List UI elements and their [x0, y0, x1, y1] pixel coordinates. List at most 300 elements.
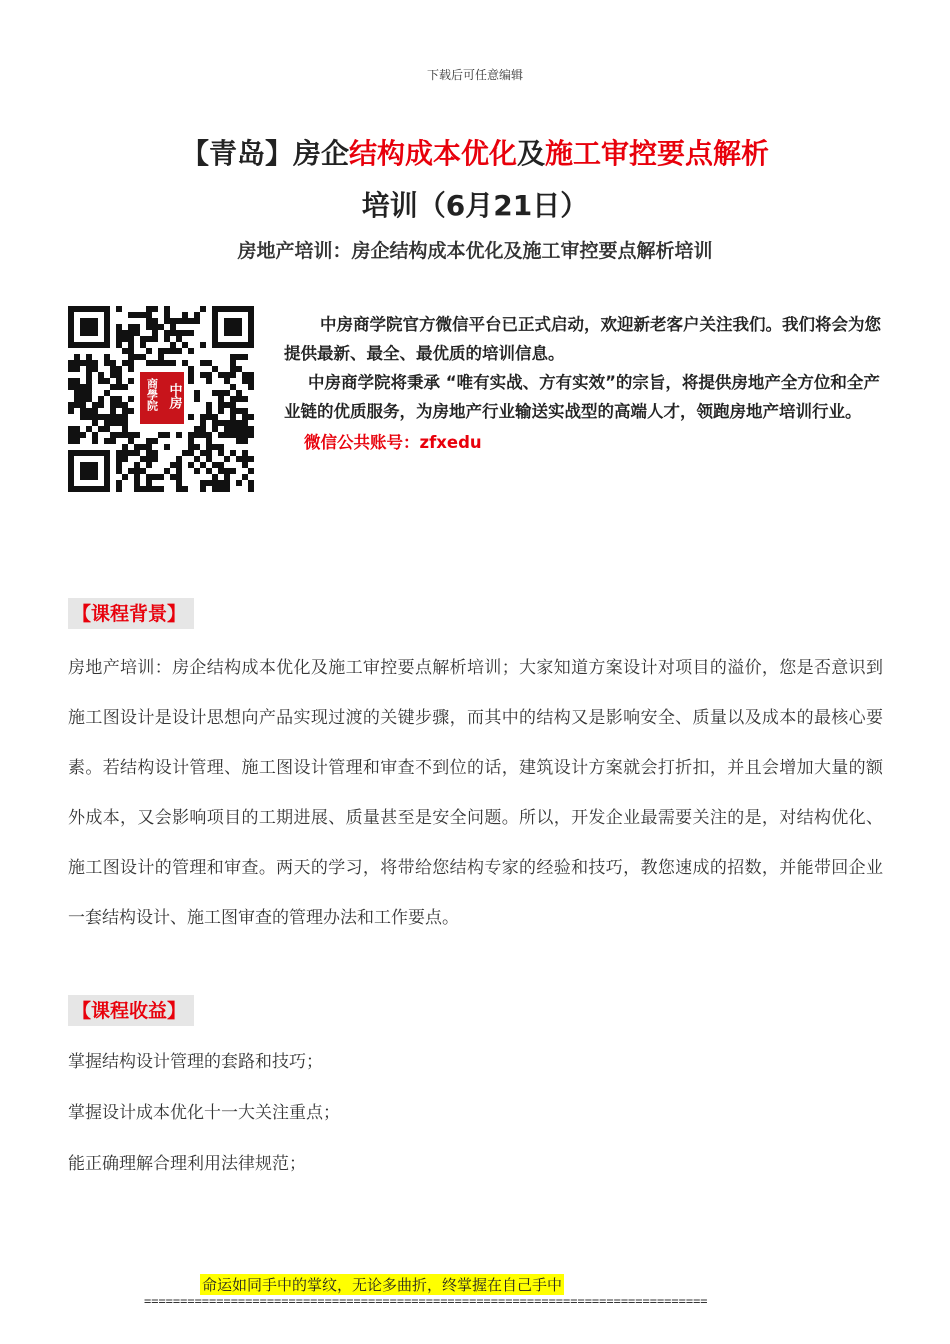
- qr-module: [200, 306, 206, 312]
- qr-module: [152, 330, 158, 336]
- qr-module: [68, 366, 74, 372]
- qr-module: [218, 480, 224, 486]
- qr-module: [236, 420, 242, 426]
- qr-module: [80, 432, 86, 438]
- footer-quote: 命运如同手中的掌纹，无论多曲折，终掌握在自己手中: [202, 1276, 563, 1294]
- qr-module: [122, 408, 128, 414]
- qr-module: [116, 462, 122, 468]
- qr-module: [128, 468, 134, 474]
- qr-module: [122, 360, 128, 366]
- qr-module: [116, 336, 122, 342]
- qr-module: [218, 432, 224, 438]
- qr-module: [164, 360, 170, 366]
- qr-module: [92, 420, 98, 426]
- qr-module: [176, 474, 182, 480]
- qr-module: [110, 366, 116, 372]
- qr-module: [200, 462, 206, 468]
- qr-module: [68, 402, 74, 408]
- qr-module: [134, 462, 140, 468]
- qr-module: [188, 444, 194, 450]
- benefit-item: 掌握设计成本优化十一大关注重点；: [68, 1103, 340, 1123]
- qr-seal-logo: [138, 370, 186, 426]
- qr-module: [152, 336, 158, 342]
- qr-module: [230, 402, 236, 408]
- qr-module: [128, 408, 134, 414]
- qr-module: [116, 396, 122, 402]
- qr-module: [140, 444, 146, 450]
- qr-module: [128, 324, 134, 330]
- qr-module: [68, 384, 74, 390]
- qr-module: [224, 402, 230, 408]
- qr-module: [218, 420, 224, 426]
- qr-module: [92, 366, 98, 372]
- qr-module: [116, 468, 122, 474]
- qr-module: [212, 474, 218, 480]
- qr-module: [248, 432, 254, 438]
- qr-module: [158, 348, 164, 354]
- qr-module: [230, 354, 236, 360]
- qr-module: [206, 480, 212, 486]
- qr-module: [206, 444, 212, 450]
- qr-module: [236, 426, 242, 432]
- qr-module: [236, 366, 242, 372]
- qr-module: [86, 354, 92, 360]
- qr-module: [122, 432, 128, 438]
- qr-module: [242, 438, 248, 444]
- qr-module: [134, 330, 140, 336]
- qr-module: [200, 426, 206, 432]
- wechat-account: 微信公共账号：zfxedu: [304, 433, 482, 452]
- qr-module: [242, 420, 248, 426]
- qr-module: [206, 432, 212, 438]
- qr-module: [212, 462, 218, 468]
- qr-module: [194, 312, 200, 318]
- qr-module: [218, 468, 224, 474]
- qr-module: [74, 402, 80, 408]
- qr-module: [140, 468, 146, 474]
- qr-module: [242, 354, 248, 360]
- qr-module: [182, 360, 188, 366]
- qr-module: [92, 360, 98, 366]
- qr-module: [74, 366, 80, 372]
- qr-module: [188, 366, 194, 372]
- qr-module: [110, 432, 116, 438]
- header-note: 下载后可任意编辑: [426, 68, 523, 82]
- qr-module: [128, 450, 134, 456]
- qr-module: [164, 468, 170, 474]
- qr-module: [110, 396, 116, 402]
- intro-block: [284, 310, 884, 457]
- qr-module: [146, 312, 152, 318]
- qr-module: [122, 402, 128, 408]
- intro-paragraph-1: 中房商学院官方微信平台已正式启动，欢迎新老客户关注我们。我们将会为您提供最新、最全、最优质的培训信息。: [284, 315, 881, 363]
- qr-module: [116, 384, 122, 390]
- qr-module: [134, 486, 140, 492]
- qr-module: [134, 432, 140, 438]
- qr-module: [188, 438, 194, 444]
- qr-module: [212, 414, 218, 420]
- qr-module: [194, 432, 200, 438]
- qr-module: [206, 402, 212, 408]
- qr-module: [182, 318, 188, 324]
- section-heading-benefits: 【课程收益】: [68, 995, 194, 1026]
- qr-seal-text-1: 中房: [166, 383, 182, 409]
- qr-module: [224, 372, 230, 378]
- qr-module: [188, 318, 194, 324]
- qr-module: [92, 408, 98, 414]
- qr-module: [86, 384, 92, 390]
- intro-paragraph-2: 中房商学院将秉承 “唯有实战、方有实效”的宗旨，将提供房地产全方位和全产业链的优质服务，为房地产行业输送实战型的高端人才，领跑房地产培训行业。: [284, 373, 880, 421]
- qr-module: [134, 468, 140, 474]
- qr-module: [158, 432, 164, 438]
- qr-module: [134, 324, 140, 330]
- qr-module: [110, 360, 116, 366]
- qr-module: [218, 486, 224, 492]
- qr-module: [74, 390, 80, 396]
- qr-module: [74, 432, 80, 438]
- qr-module: [122, 420, 128, 426]
- qr-module: [122, 450, 128, 456]
- qr-module: [116, 414, 122, 420]
- qr-module: [128, 378, 134, 384]
- qr-module: [80, 396, 86, 402]
- qr-module: [218, 444, 224, 450]
- qr-module: [200, 372, 206, 378]
- qr-module: [74, 360, 80, 366]
- qr-module: [86, 396, 92, 402]
- qr-module: [116, 342, 122, 348]
- qr-module: [116, 366, 122, 372]
- qr-module: [248, 486, 254, 492]
- qr-module: [176, 330, 182, 336]
- qr-module: [128, 438, 134, 444]
- qr-seal-text-2: 商學院: [145, 378, 159, 411]
- qr-module: [152, 450, 158, 456]
- qr-module: [224, 426, 230, 432]
- qr-module: [92, 402, 98, 408]
- qr-module: [188, 348, 194, 354]
- qr-module: [230, 384, 236, 390]
- qr-module: [164, 348, 170, 354]
- qr-module: [212, 420, 218, 426]
- qr-module: [80, 384, 86, 390]
- qr-module: [206, 378, 212, 384]
- qr-module: [176, 432, 182, 438]
- qr-module: [74, 378, 80, 384]
- qr-module: [116, 378, 122, 384]
- qr-module: [74, 384, 80, 390]
- qr-module: [200, 342, 206, 348]
- qr-module: [152, 456, 158, 462]
- qr-module: [86, 372, 92, 378]
- qr-module: [134, 354, 140, 360]
- qr-module: [164, 336, 170, 342]
- qr-code: [68, 306, 254, 492]
- qr-module: [146, 474, 152, 480]
- qr-module: [230, 468, 236, 474]
- qr-module: [98, 402, 104, 408]
- qr-module: [218, 450, 224, 456]
- qr-module: [248, 468, 254, 474]
- qr-module: [122, 444, 128, 450]
- qr-module: [92, 432, 98, 438]
- qr-module: [206, 456, 212, 462]
- qr-module: [128, 360, 134, 366]
- qr-module: [188, 330, 194, 336]
- qr-module: [128, 336, 134, 342]
- qr-module: [68, 408, 74, 414]
- qr-module: [134, 480, 140, 486]
- qr-module: [146, 318, 152, 324]
- qr-module: [188, 450, 194, 456]
- qr-module: [176, 318, 182, 324]
- qr-module: [170, 318, 176, 324]
- qr-module: [86, 414, 92, 420]
- qr-module: [116, 420, 122, 426]
- qr-module: [110, 372, 116, 378]
- qr-module: [80, 408, 86, 414]
- qr-module: [128, 366, 134, 372]
- qr-module: [224, 480, 230, 486]
- qr-module: [206, 468, 212, 474]
- qr-module: [116, 486, 122, 492]
- qr-module: [68, 438, 74, 444]
- qr-finder-top-left: [68, 306, 110, 348]
- qr-module: [164, 432, 170, 438]
- qr-module: [218, 390, 224, 396]
- qr-module: [98, 372, 104, 378]
- qr-module: [86, 426, 92, 432]
- qr-module: [194, 390, 200, 396]
- qr-module: [224, 456, 230, 462]
- qr-module: [218, 396, 224, 402]
- qr-module: [182, 486, 188, 492]
- qr-module: [182, 330, 188, 336]
- qr-module: [152, 324, 158, 330]
- qr-module: [110, 414, 116, 420]
- title-highlight-2: 施工审控要点解析: [545, 137, 770, 170]
- qr-module: [164, 312, 170, 318]
- qr-module: [146, 336, 152, 342]
- qr-module: [104, 378, 110, 384]
- qr-module: [248, 378, 254, 384]
- qr-module: [194, 444, 200, 450]
- qr-finder-bottom-left: [68, 450, 110, 492]
- qr-module: [170, 348, 176, 354]
- qr-module: [188, 432, 194, 438]
- qr-module: [200, 480, 206, 486]
- qr-module: [152, 306, 158, 312]
- qr-module: [170, 342, 176, 348]
- title-part-1: 【青岛】房企: [180, 137, 349, 170]
- qr-module: [230, 450, 236, 456]
- qr-module: [236, 480, 242, 486]
- qr-module: [92, 414, 98, 420]
- qr-module: [170, 324, 176, 330]
- qr-module: [158, 354, 164, 360]
- qr-module: [194, 318, 200, 324]
- qr-module: [230, 420, 236, 426]
- qr-module: [116, 372, 122, 378]
- page-title: [70, 128, 880, 232]
- qr-module: [248, 414, 254, 420]
- qr-module: [122, 426, 128, 432]
- qr-module: [176, 336, 182, 342]
- qr-module: [230, 426, 236, 432]
- qr-module: [104, 438, 110, 444]
- qr-module: [80, 414, 86, 420]
- qr-module: [182, 450, 188, 456]
- qr-module: [122, 384, 128, 390]
- qr-module: [230, 396, 236, 402]
- qr-module: [182, 342, 188, 348]
- qr-module: [170, 462, 176, 468]
- qr-module: [122, 474, 128, 480]
- qr-module: [224, 468, 230, 474]
- qr-module: [164, 306, 170, 312]
- qr-module: [194, 456, 200, 462]
- qr-module: [146, 324, 152, 330]
- qr-module: [224, 474, 230, 480]
- qr-module: [242, 426, 248, 432]
- qr-module: [104, 426, 110, 432]
- qr-module: [176, 348, 182, 354]
- qr-module: [146, 306, 152, 312]
- qr-module: [206, 360, 212, 366]
- qr-module: [188, 462, 194, 468]
- qr-module: [170, 360, 176, 366]
- qr-module: [98, 378, 104, 384]
- qr-module: [200, 360, 206, 366]
- qr-module: [212, 486, 218, 492]
- qr-module: [248, 480, 254, 486]
- course-background-text: 房地产培训：房企结构成本优化及施工审控要点解析培训；大家知道方案设计对项目的溢价，您是否意识到施工图设计是设计思想向产品实现过渡的关键步骤，而其中的结构又是影响安全、质量以及成本的最核心要素。若结构设计管理、施工图设计管理和审查不到位的话，建筑设计方案就会打折扣，并且会增加大量的额外成本，又会影响项目的工期进展、质量甚至是安全问题。所以，开发企业最需要关注的是，对结构优化、施工图设计的管理和审查。两天的学习，将带给您结构专家的经验和技巧，教您速成的招数，并能带回企业一套结构设计、施工图审查的管理办法和工作要点。: [68, 658, 883, 928]
- title-part-2: 及: [517, 137, 546, 170]
- qr-module: [140, 336, 146, 342]
- qr-module: [110, 402, 116, 408]
- qr-module: [116, 306, 122, 312]
- qr-module: [236, 408, 242, 414]
- qr-module: [158, 474, 164, 480]
- qr-module: [230, 360, 236, 366]
- qr-module: [92, 438, 98, 444]
- qr-module: [80, 402, 86, 408]
- qr-module: [224, 420, 230, 426]
- qr-module: [224, 432, 230, 438]
- qr-module: [224, 486, 230, 492]
- qr-module: [206, 438, 212, 444]
- qr-module: [140, 456, 146, 462]
- qr-module: [200, 432, 206, 438]
- qr-module: [182, 312, 188, 318]
- qr-module: [104, 360, 110, 366]
- qr-module: [164, 318, 170, 324]
- qr-module: [200, 414, 206, 420]
- qr-module: [104, 390, 110, 396]
- qr-module: [242, 456, 248, 462]
- qr-module: [230, 408, 236, 414]
- qr-module: [248, 372, 254, 378]
- qr-module: [230, 432, 236, 438]
- qr-module: [236, 438, 242, 444]
- qr-module: [86, 360, 92, 366]
- qr-module: [236, 390, 242, 396]
- qr-module: [134, 450, 140, 456]
- qr-module: [128, 348, 134, 354]
- qr-module: [212, 390, 218, 396]
- qr-module: [224, 378, 230, 384]
- qr-module: [110, 438, 116, 444]
- qr-module: [242, 414, 248, 420]
- qr-module: [74, 426, 80, 432]
- qr-module: [86, 408, 92, 414]
- qr-module: [98, 414, 104, 420]
- qr-module: [218, 462, 224, 468]
- qr-module: [176, 486, 182, 492]
- qr-module: [206, 408, 212, 414]
- qr-module: [98, 426, 104, 432]
- qr-module: [230, 414, 236, 420]
- qr-module: [116, 330, 122, 336]
- qr-module: [146, 360, 152, 366]
- qr-module: [116, 450, 122, 456]
- title-part-3: 培训（6月21日）: [361, 189, 589, 222]
- qr-module: [176, 462, 182, 468]
- qr-module: [80, 390, 86, 396]
- qr-module: [242, 474, 248, 480]
- qr-finder-top-right: [212, 306, 254, 348]
- qr-module: [152, 360, 158, 366]
- qr-module: [242, 372, 248, 378]
- qr-module: [248, 384, 254, 390]
- qr-module: [134, 312, 140, 318]
- qr-module: [158, 324, 164, 330]
- qr-module: [86, 390, 92, 396]
- qr-module: [110, 384, 116, 390]
- qr-module: [116, 402, 122, 408]
- qr-module: [122, 336, 128, 342]
- qr-module: [176, 480, 182, 486]
- qr-module: [140, 312, 146, 318]
- qr-module: [68, 378, 74, 384]
- qr-module: [212, 480, 218, 486]
- qr-module: [68, 426, 74, 432]
- qr-module: [134, 474, 140, 480]
- qr-module: [218, 402, 224, 408]
- qr-module: [146, 456, 152, 462]
- qr-module: [176, 456, 182, 462]
- section-heading-background: 【课程背景】: [68, 598, 194, 629]
- qr-module: [206, 450, 212, 456]
- qr-module: [206, 414, 212, 420]
- qr-module: [218, 408, 224, 414]
- qr-module: [128, 330, 134, 336]
- qr-module: [68, 432, 74, 438]
- qr-module: [164, 330, 170, 336]
- qr-module: [206, 372, 212, 378]
- qr-module: [80, 360, 86, 366]
- footer-divider: ==============================================================================: [144, 1294, 708, 1308]
- qr-module: [122, 414, 128, 420]
- qr-module: [242, 450, 248, 456]
- qr-module: [188, 414, 194, 420]
- qr-module: [146, 348, 152, 354]
- qr-module: [224, 390, 230, 396]
- qr-module: [110, 408, 116, 414]
- qr-module: [242, 432, 248, 438]
- page-subtitle: 房地产培训：房企结构成本优化及施工审控要点解析培训: [237, 240, 713, 262]
- qr-module: [236, 354, 242, 360]
